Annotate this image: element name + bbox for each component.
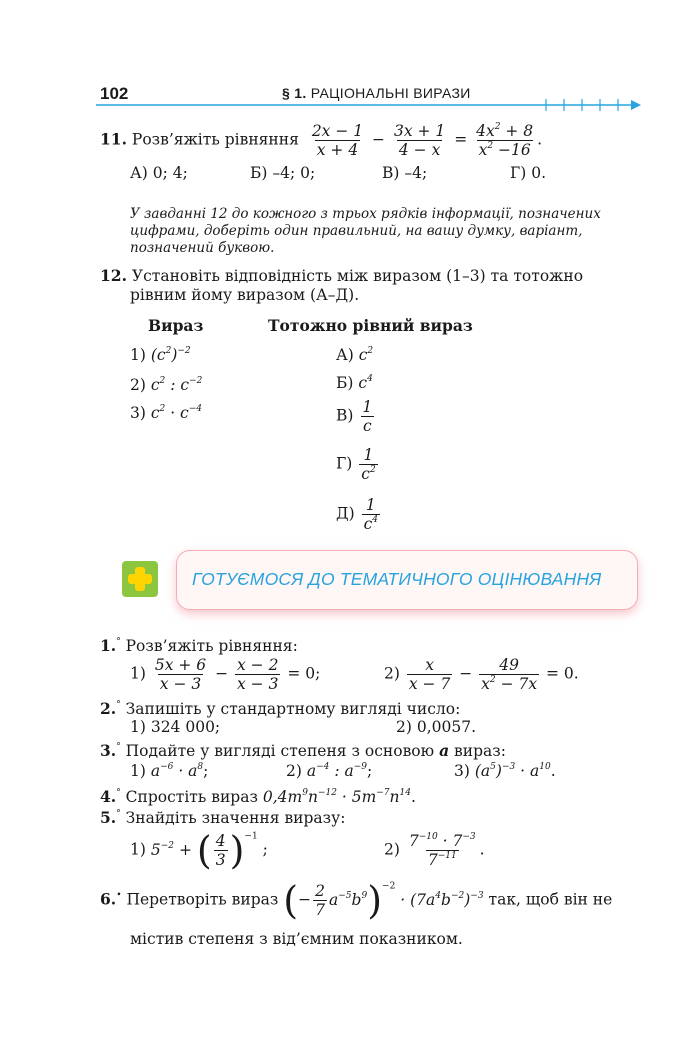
task-text: Розв’яжіть рівняння [131, 130, 299, 149]
section-title: РАЦІОНАЛЬНІ ВИРАЗИ [310, 85, 471, 101]
exercise-3-part-3: 3) $(a^5)^{-3} \cdot a^{10}$. [454, 762, 556, 780]
exercise-5: 5.° Знайдіть значення виразу: [100, 808, 346, 827]
exercise-4: 4.° Спростіть вираз $0,4m^9n^{-12} \cdot 5m^{-7}n^{14}$. [100, 787, 416, 806]
exercise-3: 3.° Подайте у вигляді степеня з основою a вираз: [100, 741, 506, 760]
exercise-6-line2: містив степеня з від’ємним показником. [130, 930, 463, 948]
answer-b: Б) –4; 0; [250, 164, 316, 182]
exercise-2-part-2: 2) 0,0057. [396, 718, 476, 736]
fraction: $\frac{1}{c}$ [362, 398, 373, 435]
fraction: $\frac{3x + 1}{4 - x}$ [393, 122, 446, 159]
fraction: $\frac{1}{c^2}$ [361, 446, 376, 483]
fraction: $\frac{1}{c^4}$ [363, 496, 379, 533]
task-12 [100, 266, 583, 285]
exercise-1-part-1: 1) $\frac{5x + 6}{x - 3}$ − $\frac{x - 2}{x - 3}$ = 0; [130, 656, 321, 693]
fraction: $\frac{4x^2 + 8}{x^2 -16}$ [476, 122, 534, 159]
section-mark: § 1. [282, 85, 307, 101]
column-right-heading: Тотожно рівний вираз [268, 316, 473, 335]
exercise-6: 6.• Перетворіть вираз (− $\frac{2}{7}$ $a^{-5}b^9)^{-2} \cdot (7a^4b^{-2})^{-3}$ так, щоб він не [100, 878, 613, 923]
answer-a: А) 0; 4; [130, 164, 188, 182]
exercise-1-part-2: 2) $\frac{x}{x - 7}$ − $\frac{49}{x^2 - 7x}$ = 0. [384, 656, 579, 693]
option-a: А) $c^2$ [336, 346, 374, 364]
answer-c: В) –4; [382, 164, 428, 182]
exercise-5-part-1: 1) $5^{-2}$ + ( $\frac{4}{3}$ )$^{-1}$ ; [130, 828, 268, 873]
exercise-5-part-2: 2) $\frac{7^{-10} \cdot 7^{-3}}{7^{-11}}$ . [384, 832, 485, 869]
task-text-line2: рівним йому виразом (А–Д). [130, 286, 360, 304]
expr-1: 1) $(c^2)^{-2}$ [130, 346, 191, 364]
expr-2: 2) $c^2$ : $c^{-2}$ [130, 376, 203, 394]
exercise-3-part-2: 2) $a^{-4}$ : $a^{-9}$; [286, 762, 373, 780]
exercise-2-part-1: 1) 324 000; [130, 718, 221, 736]
option-c: В) $\frac{1}{c}$ [336, 398, 373, 435]
option-b: Б) $c^4$ [336, 374, 373, 392]
banner-title: ГОТУЄМОСЯ ДО ТЕМАТИЧНОГО ОЦІНЮВАННЯ [192, 569, 602, 589]
page-number: 102 [100, 84, 129, 103]
exercise-3-part-1: 1) $a^{-6} \cdot a^8$; [130, 762, 209, 780]
exercise-1: 1.° Розв’яжіть рівняння: [100, 636, 298, 655]
header-rule-arrow [96, 98, 641, 112]
option-d: Г) $\frac{1}{c^2}$ [336, 446, 376, 483]
task-text-line1: Установіть відповідність між виразом (1–3) та тотожно [131, 267, 584, 285]
task-number: 11. [100, 129, 127, 149]
expr-3: 3) $c^2 \cdot c^{-4}$ [130, 404, 203, 422]
task-number: 12. [100, 266, 127, 285]
answer-d: Г) 0. [510, 164, 547, 182]
instruction-text: У завданні 12 до кожного з трьох рядків інформації, позначених цифрами, доберіть один правильний, на вашу думку, варіант, позначений буквою. [130, 206, 601, 256]
option-e: Д) $\frac{1}{c^4}$ [336, 496, 379, 533]
column-left-heading: Вираз [148, 316, 204, 335]
plus-icon [122, 561, 158, 597]
fraction: $\frac{2x - 1}{x + 4}$ [311, 122, 364, 159]
exercise-2: 2.° Запишіть у стандартному вигляді число: [100, 699, 461, 718]
task-11: 11. Розв’яжіть рівняння $\frac{2x - 1}{x + 4}$ − $\frac{3x + 1}{4 - x}$ = $\frac{4x^2 + 8}{x^2 -16}$ . [100, 122, 543, 159]
